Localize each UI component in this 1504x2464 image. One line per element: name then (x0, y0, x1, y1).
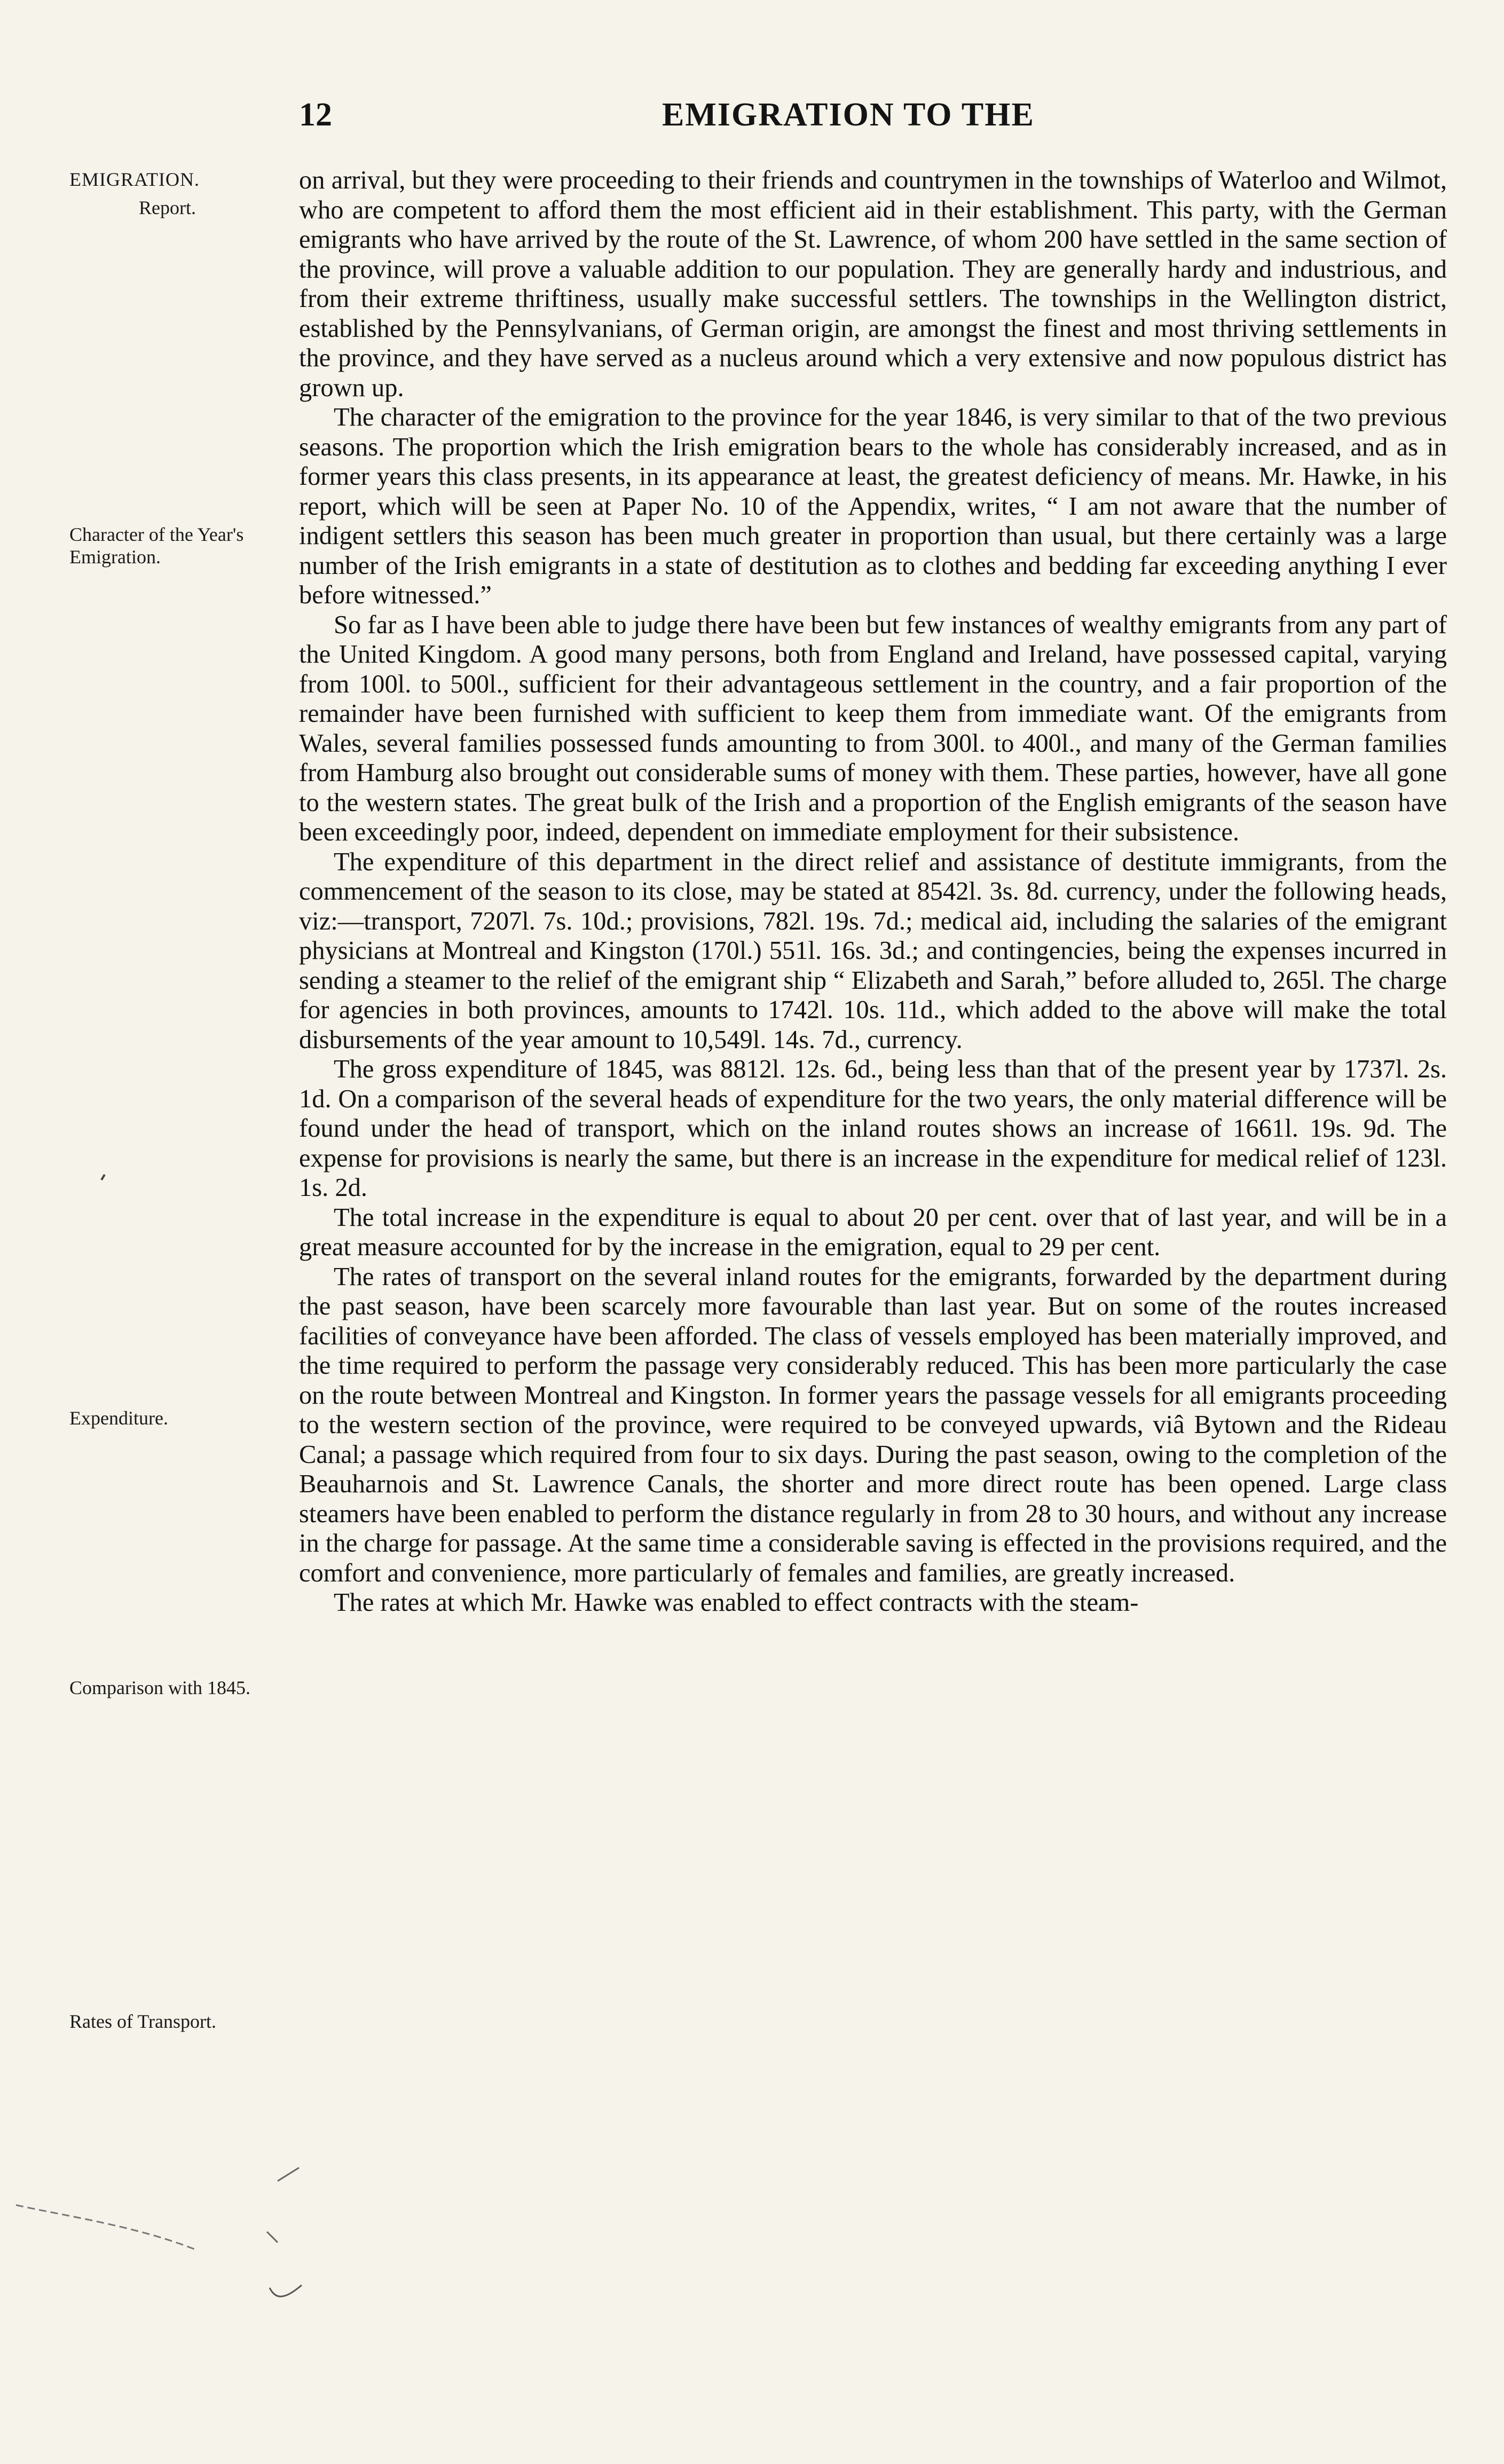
paragraph: The rates at which Mr. Hawke was enabled to effect contracts with the steam- (334, 1588, 1139, 1617)
page-header (0, 96, 1504, 144)
paragraph: So far as I have been able to judge there have been but few instances of wealthy emigrants from any part of the United Kingdom. A good many persons, both from England and Ireland, have possessed capital, varying from 100l. to 500l., sufficient for their advantageous settlement in the country, and a fair proportion of the remainder have been furnished with sufficient to keep them from immediate want. Of the emigrants from Wales, several families possessed funds amounting to from 300l. to 400l., and many of the German families from Hamburg also brought out considerable sums of money with them. These parties, however, have all gone to the western states. The great bulk of the Irish and a proportion of the English emigrants of the season have been exceedingly poor, indeed, dependent on immediate employment for their subsistence. (299, 610, 1447, 846)
margin-note-expenditure: Expenditure. (69, 1407, 168, 1429)
margin-note-character: Character of the Year's Emigration. (69, 524, 244, 568)
paragraph: The rates of transport on the several inland routes for the emigrants, forwarded by the department during the past season, have been scarcely more favourable than last year. But on some of the routes increased facilities of conveyance have been afforded. The class of vessels employed has been materially improved, and the time required to perform the passage very considerably reduced. This has been more particularly the case on the route between Montreal and Kingston. In former years the passage vessels for all emigrants proceeding to the western section of the province, were required to be conveyed upwards, viâ Bytown and the Rideau Canal; a passage which required from four to six days. During the past season, owing to the completion of the Beauharnois and St. Lawrence Canals, the shorter and more direct route has been opened. Large class steamers have been enabled to perform the distance regularly in from 28 to 30 hours, and without any increase in the charge for passage. At the same time a considerable saving is effected in the provisions required, and the comfort and convenience, more particularly of females and families, are greatly increased. (299, 1262, 1447, 1587)
margin-note-comparison: Comparison with 1845. (69, 1677, 250, 1698)
margin-note-emigration: EMIGRATION. (69, 169, 200, 190)
paragraph: The gross expenditure of 1845, was 8812l. 12s. 6d., being less than that of the present year by 1737l. 2s. 1d. On a comparison of the several heads of expenditure for the two years, the only material difference will be found under the head of transport, which on the inland routes shows an increase of 1661l. 19s. 9d. The expense for provisions is nearly the same, but there is an increase in the expenditure for medical relief of 123l. 1s. 2d. (299, 1055, 1447, 1202)
running-head: EMIGRATION TO THE (662, 97, 1035, 133)
paragraph: on arrival, but they were proceeding to their friends and countrymen in the townships of Waterloo and Wilmot, who are competent to afford them the most efficient aid in their establishment. This party, with the German emigrants who have arrived by the route of the St. Lawrence, of whom 200 have settled in the same section of the province, will prove a valuable addition to our population. They are generally hardy and industrious, and from their extreme thriftiness, usually make successful settlers. The townships in the Wellington district, established by the Pennsylvanians, of German origin, are amongst the finest and most thriving settlements in the province, and they have served as a nucleus around which a very extensive and now populous district has grown up. (299, 166, 1447, 402)
margin-notes (69, 166, 288, 2408)
margin-note-report: Report. (139, 197, 196, 218)
paragraph: The character of the emigration to the province for the year 1846, is very similar to that of the two previous seasons. The proportion which the Irish emigration bears to the whole has considerably increased, and as in former years this class presents, in its appearance at least, the greatest deficiency of means. Mr. Hawke, in his report, which will be seen at Paper No. 10 of the Appendix, writes, “ I am not aware that the number of indigent settlers this season has been much greater in proportion than usual, but there certainly was a large number of the Irish emigrants in a state of destitution as to clothes and bedding far exceeding anything I ever before witnessed.” (299, 403, 1447, 609)
body-text (299, 166, 1447, 1618)
paragraph: The total increase in the expenditure is equal to about 20 per cent. over that of last year, and will be in a great measure accounted for by the increase in the emigration, equal to 29 per cent. (299, 1203, 1447, 1261)
margin-note-rates: Rates of Transport. (69, 2011, 217, 2032)
page-number: 12 (299, 97, 332, 133)
paragraph: The expenditure of this department in the direct relief and assistance of destitute immigrants, from the commencement of the season to its close, may be stated at 8542l. 3s. 8d. currency, under the following heads, viz:—transport, 7207l. 7s. 10d.; provisions, 782l. 19s. 7d.; medical aid, including the salaries of the emigrant physicians at Montreal and Kingston (170l.) 551l. 16s. 3d.; and contingencies, being the expenses incurred in sending a steamer to the relief of the emigrant ship “ Elizabeth and Sarah,” before alluded to, 265l. The charge for agencies in both provinces, amounts to 1742l. 10s. 11d., which added to the above will make the total disbursements of the year amount to 10,549l. 14s. 7d., currency. (299, 847, 1447, 1054)
